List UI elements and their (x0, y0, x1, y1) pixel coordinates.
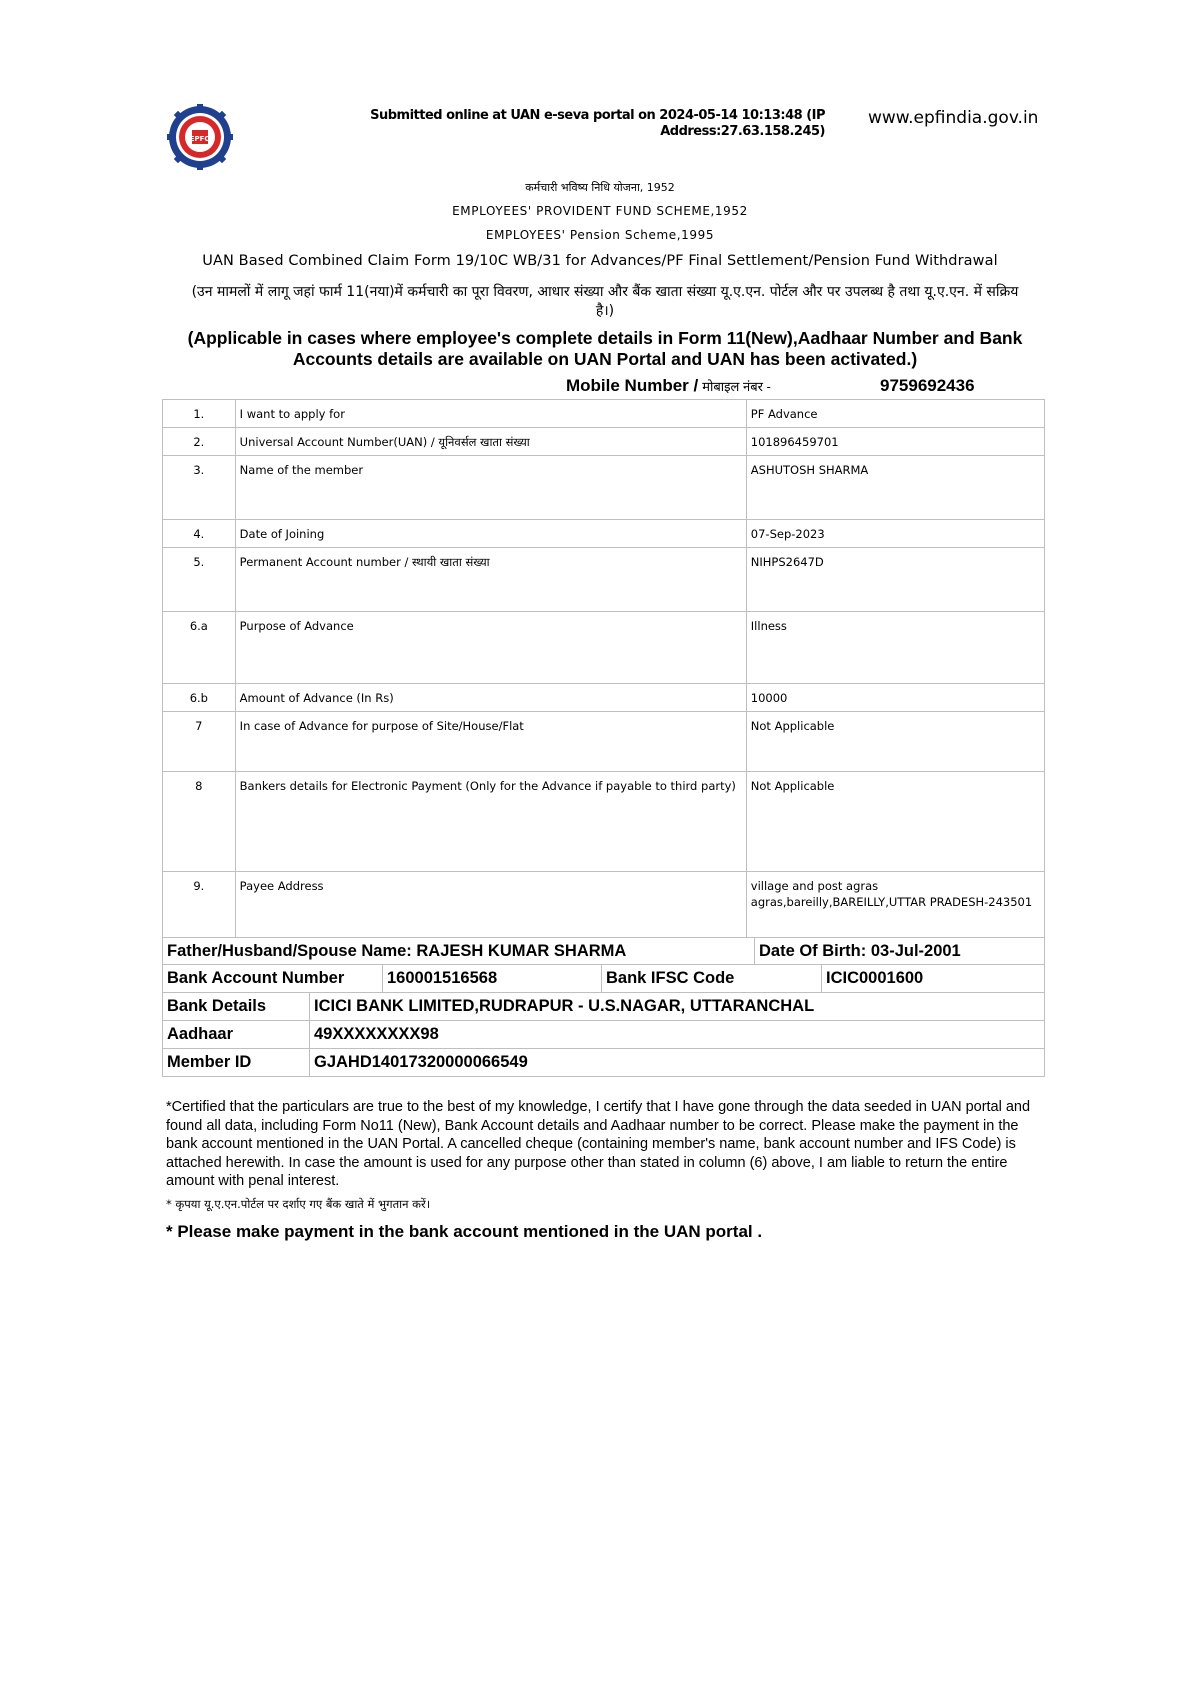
row-value: 101896459701 (746, 428, 1044, 456)
info-row-bank-details (162, 993, 1045, 1021)
row-value: PF Advance (746, 400, 1044, 428)
ifsc-label: Bank IFSC Code (602, 965, 822, 992)
scheme-title-hindi: कर्मचारी भविष्य निधि योजना, 1952 (525, 181, 675, 194)
aadhaar-value: 49XXXXXXXX98 (314, 1025, 439, 1043)
row-value: Not Applicable (746, 712, 1044, 772)
row-value: NIHPS2647D (746, 548, 1044, 612)
father-name-label: Father/Husband/Spouse Name: (167, 942, 412, 960)
ifsc-value: ICIC0001600 (826, 969, 924, 987)
row-value: Illness (746, 612, 1044, 684)
row-number: 1. (163, 400, 236, 428)
table-row (163, 400, 1045, 428)
row-label: Universal Account Number(UAN) / यूनिवर्सल खाता संख्या (235, 428, 746, 456)
table-row (163, 548, 1045, 612)
dob-value: 03-Jul-2001 (870, 942, 961, 960)
row-value: ASHUTOSH SHARMA (746, 456, 1044, 520)
table-row (163, 612, 1045, 684)
svg-text:EPFO: EPFO (189, 135, 211, 143)
table-row (163, 456, 1045, 520)
aadhaar-label: Aadhaar (163, 1021, 310, 1048)
row-number: 8 (163, 772, 236, 872)
table-row (163, 684, 1045, 712)
mobile-number-value: 9759692436 (880, 376, 975, 395)
bank-account-value: 160001516568 (383, 965, 602, 992)
epfo-logo-icon (167, 104, 233, 170)
payment-note-hindi: * कृपया यू.ए.एन.पोर्टल पर दर्शाए गए बैंक खाते में भुगतान करें। (166, 1197, 431, 1211)
table-row (163, 872, 1045, 938)
submission-line-2: Address:27.63.158.245) (660, 124, 825, 139)
bank-account-label: Bank Account Number (163, 965, 383, 992)
website-link[interactable]: www.epfindia.gov.in (868, 108, 1039, 128)
applicability-note: (Applicable in cases where employee's complete details in Form 11(New),Aadhaar Number and Bank Accounts details are available on UAN Portal and UAN has been activated.) (187, 328, 1023, 369)
row-label: Purpose of Advance (235, 612, 746, 684)
row-label: Bankers details for Electronic Payment (Only for the Advance if payable to third party) (235, 772, 746, 872)
member-id-value: GJAHD14017320000066549 (314, 1053, 528, 1071)
scheme-title-eps: EMPLOYEES' Pension Scheme,1995 (485, 228, 715, 242)
submission-line-1: Submitted online at UAN e-seva portal on 2024-05-14 10:13:48 (IP (370, 108, 825, 123)
info-row-bank-account (162, 965, 1045, 993)
bank-details-value: ICICI BANK LIMITED,RUDRAPUR - U.S.NAGAR, UTTARANCHAL (314, 997, 815, 1015)
info-row-father (162, 937, 1045, 965)
row-label: Permanent Account number / स्थायी खाता संख्या (235, 548, 746, 612)
row-label: Name of the member (235, 456, 746, 520)
scheme-title-epf: EMPLOYEES' PROVIDENT FUND SCHEME,1952 (452, 204, 748, 218)
mobile-label-hindi: मोबाइल नंबर - (702, 379, 771, 394)
row-value: 10000 (746, 684, 1044, 712)
bank-details-label: Bank Details (163, 993, 310, 1020)
row-number: 6.b (163, 684, 236, 712)
applicability-note-hindi: (उन मामलों में लागू जहां फार्म 11(नया)में कर्मचारी का पूरा विवरण, आधार संख्या और बैंक खाता संख्या यू.ए.एन. पोर्टल और पर उपलब्ध है तथा यू.ए.एन. में सक्रिय है।) (191, 284, 1019, 319)
payment-note: * Please make payment in the bank account mentioned in the UAN portal . (166, 1222, 763, 1241)
dob-cell (755, 938, 1046, 965)
row-label: Amount of Advance (In Rs) (235, 684, 746, 712)
row-number: 2. (163, 428, 236, 456)
info-row-aadhaar (162, 1021, 1045, 1049)
claim-details-table (162, 399, 1045, 938)
row-label: Date of Joining (235, 520, 746, 548)
row-number: 6.a (163, 612, 236, 684)
row-number: 4. (163, 520, 236, 548)
row-label: Payee Address (235, 872, 746, 938)
table-row (163, 520, 1045, 548)
row-value: Not Applicable (746, 772, 1044, 872)
row-number: 7 (163, 712, 236, 772)
row-number: 5. (163, 548, 236, 612)
table-row (163, 772, 1045, 872)
row-label: In case of Advance for purpose of Site/House/Flat (235, 712, 746, 772)
mobile-label-en: Mobile Number / (566, 376, 699, 395)
table-row (163, 428, 1045, 456)
dob-label: Date Of Birth: (759, 942, 867, 960)
row-number: 3. (163, 456, 236, 520)
form-title: UAN Based Combined Claim Form 19/10C WB/31 for Advances/PF Final Settlement/Pension Fund Withdrawal (202, 253, 998, 269)
mobile-number-label (566, 376, 771, 396)
father-name-value: RAJESH KUMAR SHARMA (416, 942, 627, 960)
info-row-member-id (162, 1049, 1045, 1077)
certification-text: *Certified that the particulars are true to the best of my knowledge, I certify that I have gone through the data seeded in UAN portal and found all data, including Form No11 (New), Bank Account details and Aadhaar number to be correct. Please make the payment in the bank account mentioned in the UAN Portal. A cancelled cheque (containing member's name, bank account number and IFS Code) is attached herewith. In case the amount is used for any purpose other than stated in column (6) above, I am liable to return the entire amount with penal interest. (166, 1099, 1031, 1189)
member-id-label: Member ID (163, 1049, 310, 1076)
submission-info (370, 108, 825, 140)
row-number: 9. (163, 872, 236, 938)
table-row (163, 712, 1045, 772)
father-name-cell (163, 938, 755, 965)
row-value: 07-Sep-2023 (746, 520, 1044, 548)
row-label: I want to apply for (235, 400, 746, 428)
row-value: village and post agras agras,bareilly,BAREILLY,UTTAR PRADESH-243501 (746, 872, 1044, 938)
